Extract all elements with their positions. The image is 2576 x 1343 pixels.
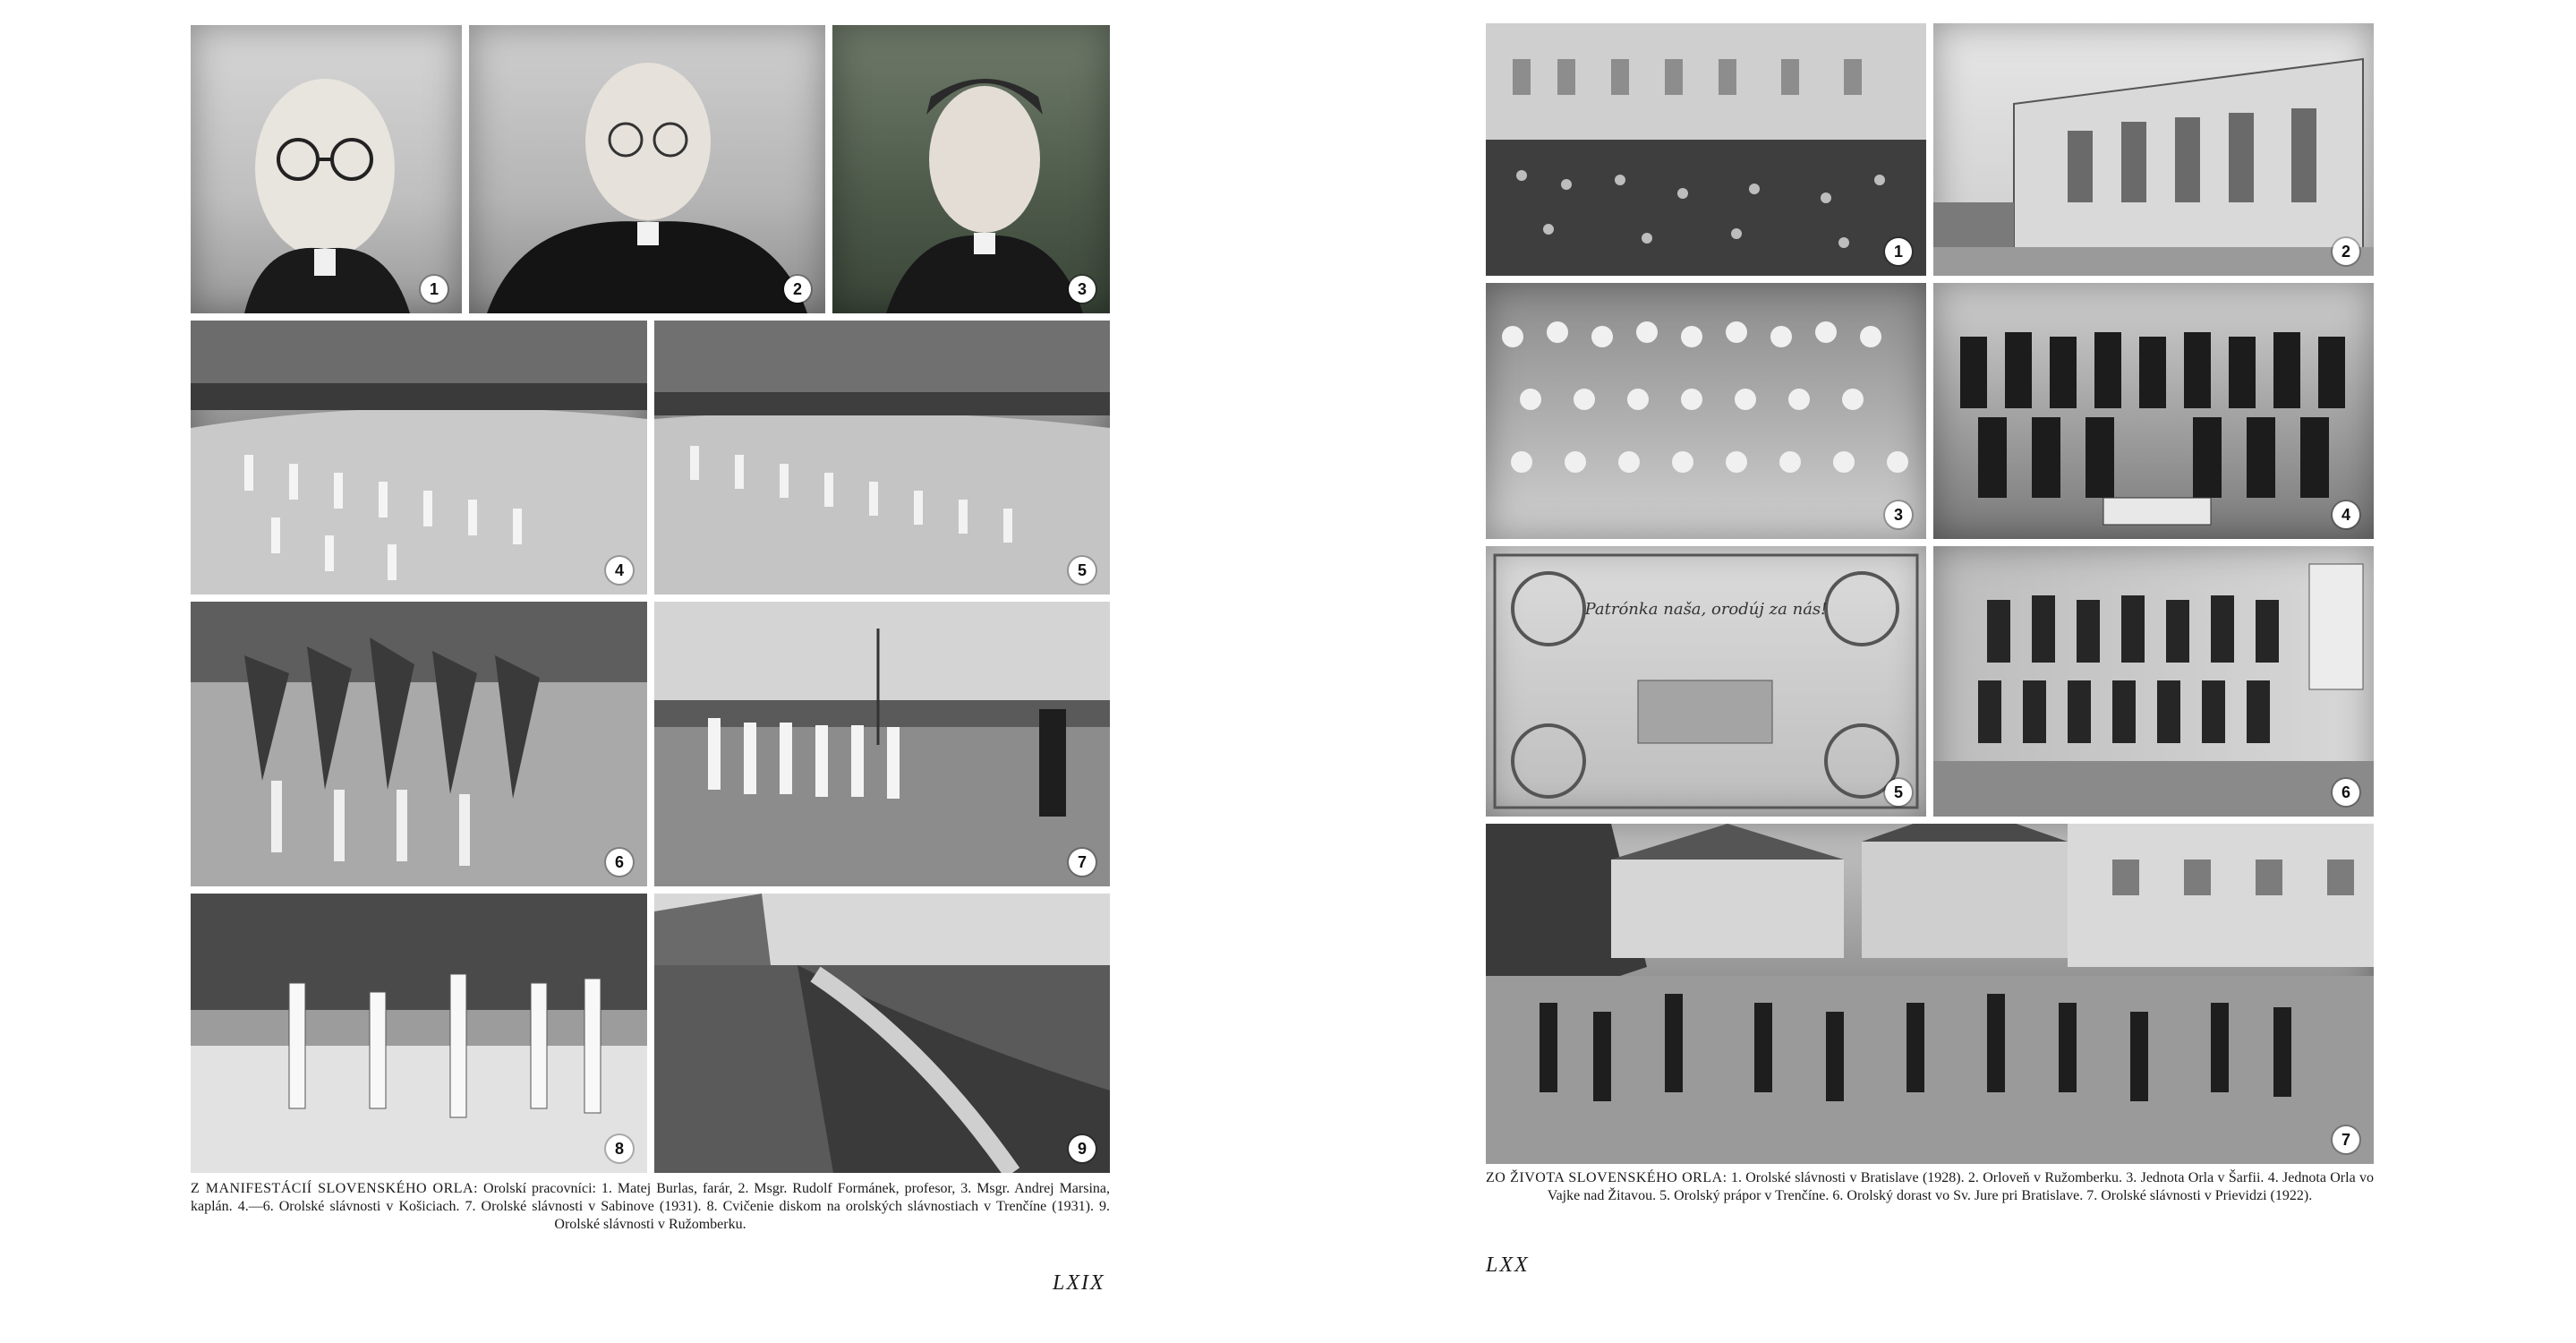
photo-number: 5 xyxy=(1885,779,1912,806)
photo-portrait-burlas xyxy=(191,25,462,313)
photo-trencin-discus-8 xyxy=(191,894,647,1173)
photo-number: 6 xyxy=(606,849,633,876)
photo-number: 7 xyxy=(1069,849,1096,876)
photo-number: 1 xyxy=(1885,238,1912,265)
photo-ruzomberok-9 xyxy=(654,894,1110,1173)
photo-number: 9 xyxy=(1069,1135,1096,1162)
photo-sabinov-7 xyxy=(654,602,1110,886)
photo-prievidza-7 xyxy=(1486,824,2374,1164)
photo-number: 1 xyxy=(421,276,448,303)
photo-number: 7 xyxy=(2333,1126,2359,1153)
right-page xyxy=(1288,0,2576,1343)
photo-number: 3 xyxy=(1069,276,1096,303)
photo-number: 6 xyxy=(2333,779,2359,806)
photo-svjur-youth-6 xyxy=(1933,546,2374,817)
photo-kosice-parade-4 xyxy=(191,321,647,595)
photo-portrait-formanek xyxy=(469,25,825,313)
photo-kosice-flags-6 xyxy=(191,602,647,886)
photo-number: 2 xyxy=(2333,238,2359,265)
photo-number: 8 xyxy=(606,1135,633,1162)
page-number: LXIX xyxy=(1053,1271,1105,1295)
photo-ruzomberok-orloven-2 xyxy=(1933,23,2374,276)
banner-text: Patrónka naša, orodúj za nás! xyxy=(1584,600,1828,619)
photo-number: 2 xyxy=(784,276,811,303)
photo-bratislava-1 xyxy=(1486,23,1926,276)
photo-number: 5 xyxy=(1069,557,1096,584)
page-number: LXX xyxy=(1486,1253,1530,1277)
photo-number: 4 xyxy=(606,557,633,584)
caption-lead: Z MANIFESTÁCIÍ SLOVENSKÉHO ORLA: xyxy=(191,1181,479,1196)
photo-portrait-marsina xyxy=(832,25,1110,313)
photo-sarfia-group-3 xyxy=(1486,283,1926,539)
photo-trencin-banner-5 xyxy=(1486,546,1926,817)
photo-kosice-parade-5 xyxy=(654,321,1110,595)
photo-number: 4 xyxy=(2333,501,2359,528)
right-caption xyxy=(1486,1169,2374,1205)
caption-text: 1. Orolské slávnosti v Bratislave (1928). 2. Orloveň v Ružomberku. 3. Jednota Orla v Šarfii. 4. Jednota Orla vo Vajke nad Žitavou. 5. Orolský prápor v Trenčíne. 6. Orolský dorast vo Sv. Jure pri Bratislave. 7. Orolské slávnosti v Prievidzi (1922). xyxy=(1547,1170,2374,1203)
photo-vajka-group-4 xyxy=(1933,283,2374,539)
left-caption xyxy=(191,1180,1110,1234)
caption-lead: ZO ŽIVOTA SLOVENSKÉHO ORLA: xyxy=(1486,1170,1727,1185)
caption-text: Orolskí pracovníci: 1. Matej Burlas, farár, 2. Msgr. Rudolf Formánek, profesor, 3. Msgr. Andrej Marsina, kaplán. 4.—6. Orolské slávnosti v Košiciach. 7. Orolské slávnosti v Sabinove (1931). 8. Cvičenie diskom na orolských slávnostiach v Trenčíne (1931). 9. Orolské slávnosti v Ružomberku. xyxy=(191,1181,1111,1232)
photo-number: 3 xyxy=(1885,501,1912,528)
